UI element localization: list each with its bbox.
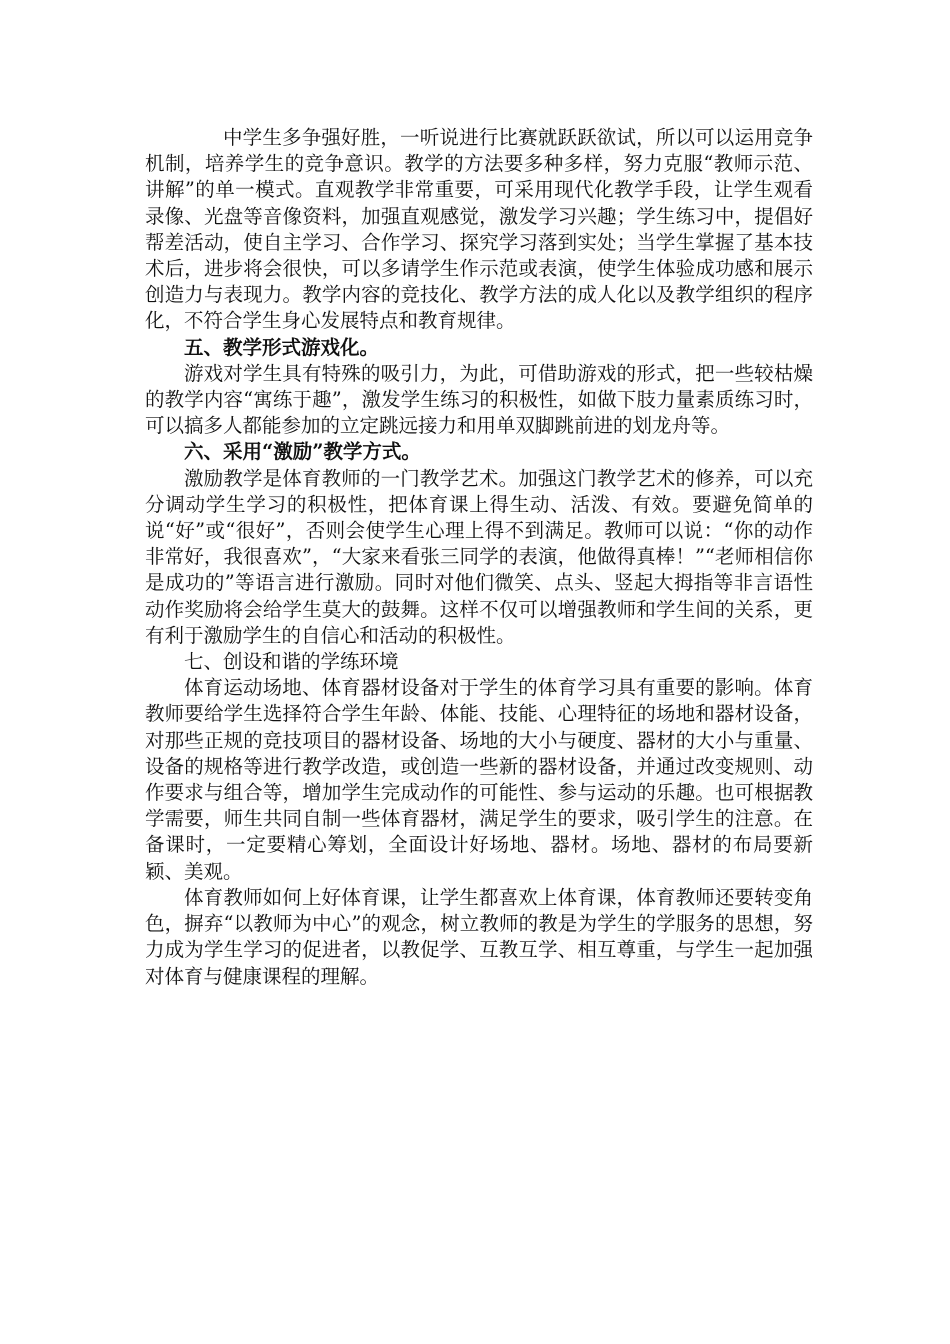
paragraph-games: 游戏对学生具有特殊的吸引力，为此，可借助游戏的形式，把一些较枯燥的教学内容“寓练于趣”，激发学生练习的积极性，如做下肢力量素质练习时，可以搞多人都能参加的立定跳远接力和用单双脚跳前进的划龙舟等。 [145,361,813,438]
heading-section-5: 五、教学形式游戏化。 [184,335,380,359]
paragraph-conclusion: 体育教师如何上好体育课，让学生都喜欢上体育课，体育教师还要转变角色，摒弃“以教师为中心”的观念，树立教师的教是为学生的学服务的思想，努力成为学生学习的促进者，以教促学、互教互学、相互尊重，与学生一起加强对体育与健康课程的理解。 [145,885,813,988]
paragraph-encouragement: 激励教学是体育教师的一门教学艺术。加强这门教学艺术的修养，可以充分调动学生学习的积极性，把体育课上得生动、活泼、有效。要避免简单的说“好”或“很好”，否则会使学生心理上得不到满足。教师可以说：“你的动作非常好，我很喜欢”，“大家来看张三同学的表演，他做得真棒！”“老师相信你是成功的”等语言进行激励。同时对他们微笑、点头、竖起大拇指等非言语性动作奖励将会给学生莫大的鼓舞。这样不仅可以增强教师和学生间的关系，更有利于激励学生的自信心和活动的积极性。 [145,466,813,647]
heading-section-7: 七、创设和谐的学练环境 [184,650,399,674]
document-page [145,125,813,990]
heading-section-6: 六、采用“激励”教学方式。 [184,440,421,464]
paragraph-competition: 中学生多争强好胜，一听说进行比赛就跃跃欲试，所以可以运用竞争机制，培养学生的竞争意识。教学的方法要多种多样，努力克服“教师示范、讲解”的单一模式。直观教学非常重要，可采用现代化教学手段，让学生观看录像、光盘等音像资料，加强直观感觉，激发学习兴趣；学生练习中，提倡好帮差活动，使自主学习、合作学习、探究学习落到实处；当学生掌握了基本技术后，进步将会很快，可以多请学生作示范或表演，使学生体验成功感和展示创造力与表现力。教学内容的竞技化、教学方法的成人化以及教学组织的程序化，不符合学生身心发展特点和教育规律。 [145,126,813,333]
paragraph-environment: 体育运动场地、体育器材设备对于学生的体育学习具有重要的影响。体育教师要给学生选择符合学生年龄、体能、技能、心理特征的场地和器材设备，对那些正规的竞技项目的器材设备、场地的大小与硬度、器材的大小与重量、设备的规格等进行教学改造，或创造一些新的器材设备，并通过改变规则、动作要求与组合等，增加学生完成动作的可能性、参与运动的乐趣。也可根据教学需要，师生共同自制一些体育器材，满足学生的要求，吸引学生的注意。在备课时，一定要精心筹划，全面设计好场地、器材。场地、器材的布局要新颖、美观。 [145,676,813,883]
